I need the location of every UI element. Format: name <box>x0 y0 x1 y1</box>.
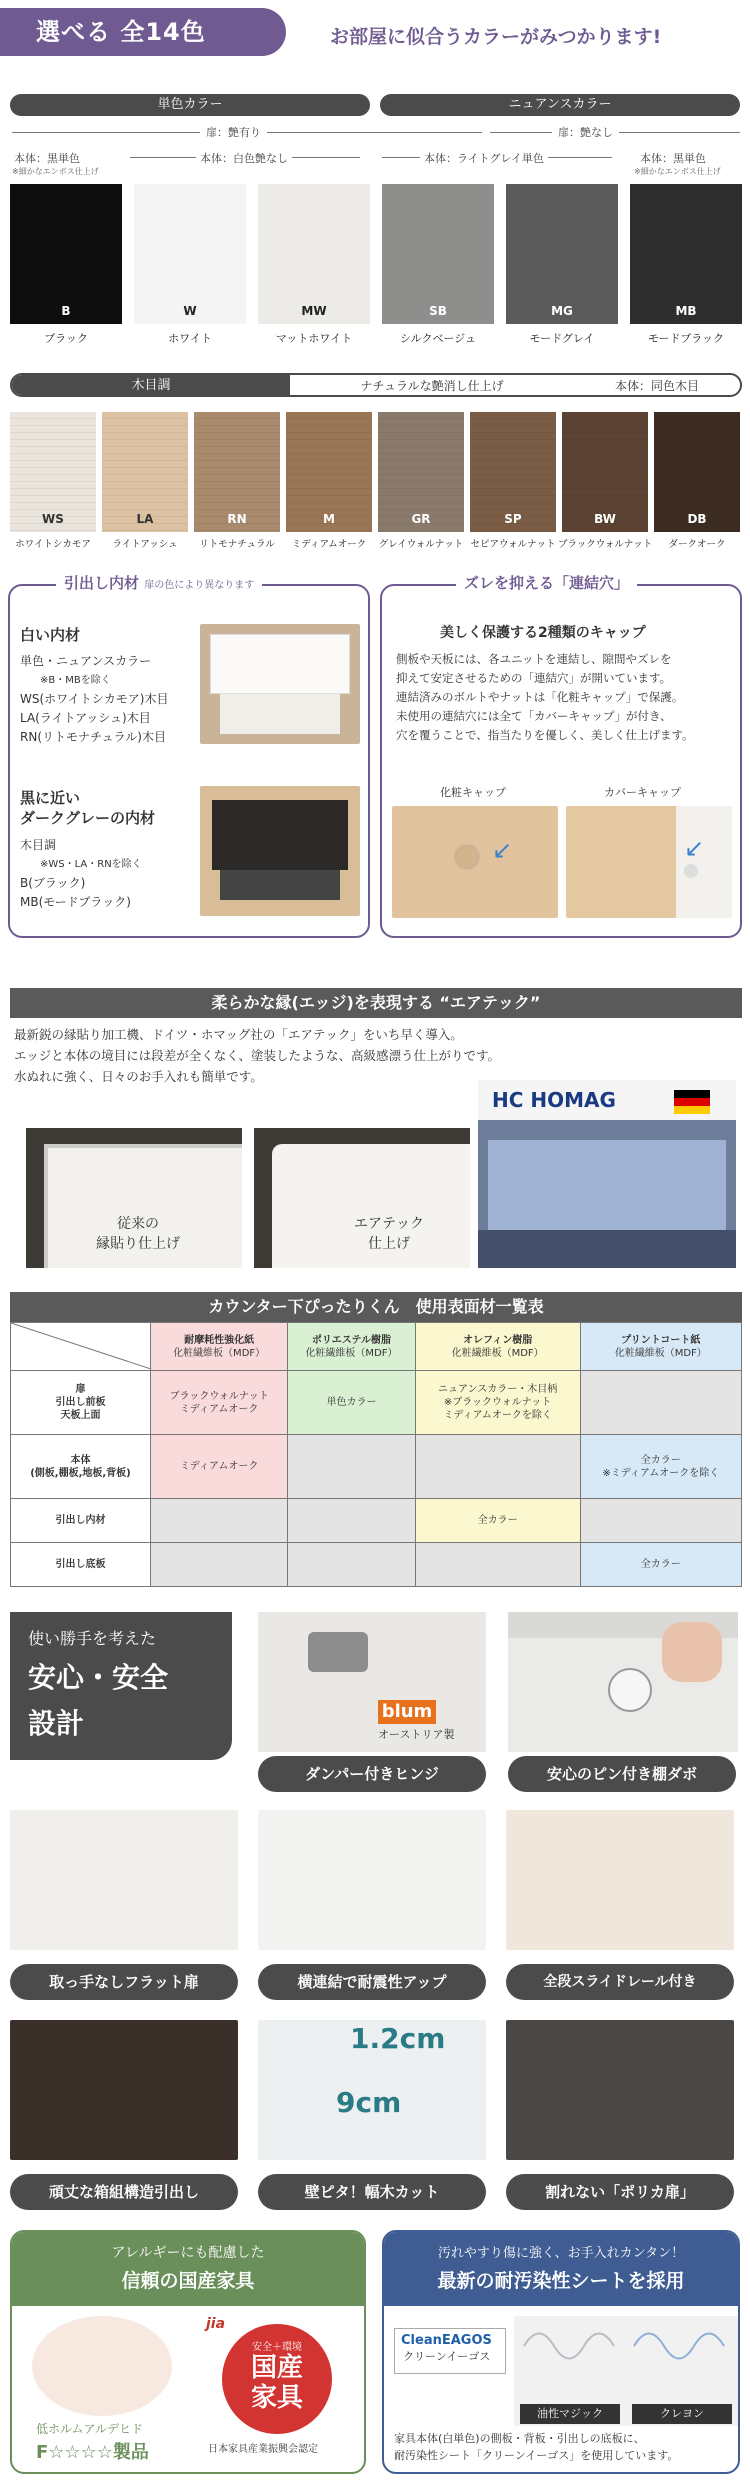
edge-traditional-photo <box>26 1128 242 1268</box>
shelf-pin-icon <box>608 1668 652 1712</box>
wood-name: ダークオーク <box>668 539 726 550</box>
finger-icon <box>662 1622 722 1682</box>
swatch-name: モードブラック <box>647 332 724 345</box>
swatch-code: SB <box>429 304 447 318</box>
wood-code: DB <box>687 512 707 526</box>
arrow-icon: ↙ <box>492 836 513 864</box>
col-header-wear: 耐摩耗性強化紙 化粧繊維板（MDF） <box>151 1323 288 1371</box>
table-cell: ミディアムオーク <box>151 1435 288 1499</box>
hinge-icon <box>308 1632 368 1672</box>
stain-test-photo <box>514 2316 738 2426</box>
edge-airtec-label: エアテック 仕上げ <box>354 1216 424 1252</box>
swatch-mw <box>258 184 370 324</box>
col-header-olefin: オレフィン樹脂 化粧繊維板（MDF） <box>415 1323 580 1371</box>
feature-photo-5 <box>10 2020 238 2160</box>
row-header: 引出し底板 <box>11 1543 151 1587</box>
wood-bar <box>10 373 742 397</box>
feature-label-7: 割れない「ポリカ扉」 <box>506 2174 734 2210</box>
cosmetic-cap-icon <box>456 846 478 868</box>
table-cell <box>580 1499 741 1543</box>
table-cell: 単色カラー <box>288 1371 416 1435</box>
clean-note: 家具本体(白単色)の側板・背板・引出しの底板に、 耐汚染性シート「クリーンイーゴス」を使用しています。 <box>394 2432 679 2462</box>
domestic-line2: 信頼の国産家具 <box>121 2270 255 2292</box>
swatch-name: マットホワイト <box>275 332 353 345</box>
clean-line1: 汚れやすり傷に強く、お手入れカンタン！ <box>437 2246 685 2261</box>
body-black-label: 本体：黒単色 <box>14 152 80 165</box>
header-subtitle: お部屋に似合うカラーがみつかります! <box>330 26 662 48</box>
swatch-code: MB <box>675 304 697 318</box>
row-header: 引出し内材 <box>11 1499 151 1543</box>
wood-finish-label: ナチュラルな艶消し仕上げ <box>360 379 504 393</box>
dark-inner-title: 黒に近い ダークグレーの内材 <box>20 789 156 827</box>
wood-code: M <box>323 512 335 526</box>
feature-label-6: 壁ピタ！幅木カット <box>258 2174 486 2210</box>
cover-cap-icon <box>684 864 698 878</box>
table-title: カウンター下ぴったりくん 使用表面材一覧表 <box>10 1292 742 1322</box>
wood-name: ホワイトシカモア <box>15 539 91 550</box>
table-cell: ニュアンスカラー・木目柄 ※ブラックウォルナット ミディアムオークを除く <box>415 1371 580 1435</box>
swatch-name: ホワイト <box>168 332 212 345</box>
body-gray-label: 本体：ライトグレイ単色 <box>420 150 548 166</box>
col-header-polyester: ポリエステル樹脂 化粧繊維板（MDF） <box>288 1323 416 1371</box>
swatch-name: シルクベージュ <box>399 332 477 345</box>
scribble-icon <box>514 2316 738 2406</box>
pin-photo <box>508 1612 738 1752</box>
body-black-note: ※細かなエンボス仕上げ <box>12 167 99 176</box>
feature-photo-2 <box>10 1810 238 1950</box>
swatch-w <box>134 184 246 324</box>
swatch-code: W <box>183 304 197 318</box>
formaldehyde-label: 低ホルムアルデヒド <box>36 2422 144 2436</box>
dim1-label: 1.2cm <box>350 2022 446 2055</box>
feature-photo-4 <box>506 1810 734 1950</box>
swatch-sb <box>382 184 494 324</box>
marker2-label: クレヨン <box>632 2404 732 2424</box>
wood-name: ミディアムオーク <box>291 539 367 550</box>
table-cell: 全カラー <box>580 1543 741 1587</box>
door-gloss-label: 扉：艶有り <box>200 124 267 140</box>
arrow-icon-2: ↙ <box>684 834 705 862</box>
table-cell <box>151 1543 288 1587</box>
group-nuance: ニュアンスカラー <box>380 94 740 116</box>
table-corner <box>11 1323 151 1371</box>
airtec-body: 最新鋭の縁貼り加工機、ドイツ・ホマッグ社の「エアテック」をいち早く導入。 エッジと本体の境目には段差が全くなく、塗装したような、高級感漂う仕上がりです。 水ぬれに強く、日々のお手入れも簡単です。 <box>14 1027 501 1084</box>
joint-body: 側板や天板には、各ユニットを連結し、隙間やズレを 抑えて安定させるための「連結穴」が開いています。 連結済みのボルトやナットは「化粧キャップ」で保護。 未使用の連結穴には全て「カバーキャップ」が付き、 穴を覆うことで、指当たりを優しく、美しく仕上げます。 <box>396 652 694 742</box>
dark-drawer-photo <box>200 786 360 916</box>
feature-label-1: 安心のピン付き棚ダボ <box>508 1756 736 1792</box>
feature-label-0: ダンパー付きヒンジ <box>258 1756 486 1792</box>
seal-footer: 日本家具産業振興会認定 <box>208 2444 318 2455</box>
table-cell: 全カラー <box>415 1499 580 1543</box>
table-cell <box>288 1499 416 1543</box>
white-inner-lines: 単色・ニュアンスカラー ※B・MBを除く WS(ホワイトシカモア)木目 LA(ライトアッシュ)木目 RN(リトモナチュラル)木目 <box>20 654 169 744</box>
wood-code: LA <box>136 512 154 526</box>
feature-label-3: 横連結で耐震性アップ <box>258 1964 486 2000</box>
table-cell <box>580 1371 741 1435</box>
door-matte-label: 扉：艶なし <box>552 124 619 140</box>
clean-panel <box>382 2230 740 2474</box>
jia-logo: jia <box>206 2316 226 2332</box>
swatch-code: MW <box>301 304 327 318</box>
homag-machine-photo <box>478 1080 736 1268</box>
inner-title: 引出し内材 扉の色により異なります <box>56 572 262 593</box>
cap1-photo <box>392 806 558 918</box>
cap2-label: カバーキャップ <box>604 786 681 799</box>
body-black2-label: 本体：黒単色 <box>640 152 706 165</box>
feature-label-5: 頑丈な箱組構造引出し <box>10 2174 238 2210</box>
table-row <box>11 1543 742 1587</box>
feature-label-4: 全段スライドレール付き <box>506 1964 734 2000</box>
row-header: 扉 引出し前板 天板上面 <box>11 1371 151 1435</box>
swatch-code: MG <box>551 304 573 318</box>
wood-group-label: 木目調 <box>12 375 290 397</box>
table-row <box>11 1499 742 1543</box>
table-cell <box>288 1543 416 1587</box>
cap2-photo <box>566 806 732 918</box>
wood-name: リトモナチュラル <box>199 539 275 550</box>
clean-eagos-logo: CleanEAGOS クリーンイーゴス <box>394 2328 506 2374</box>
domestic-panel <box>10 2230 366 2474</box>
body-white-label: 本体：白色艶なし <box>196 150 292 166</box>
swatch-mg <box>506 184 618 324</box>
white-inner-title: 白い内材 <box>20 626 81 644</box>
swatch-name: ブラック <box>44 332 88 345</box>
feature-label-2: 取っ手なしフラット扉 <box>10 1964 238 2000</box>
marker1-label: 油性マジック <box>520 2404 620 2424</box>
table-cell: ブラックウォルナット ミディアムオーク <box>151 1371 288 1435</box>
material-table <box>10 1322 742 1587</box>
white-drawer-photo <box>200 624 360 744</box>
inner-note: 扉の色により異なります <box>144 580 255 591</box>
features-heading: 使い勝手を考えた 安心・安全 設計 <box>10 1612 232 1760</box>
hinge-photo <box>258 1612 486 1752</box>
row-header: 本体 (側板,棚板,地板,背板) <box>11 1435 151 1499</box>
table-cell <box>415 1435 580 1499</box>
airtec-title: 柔らかな縁(エッジ)を表現する “エアテック” <box>10 988 742 1018</box>
wood-name: ブラックウォルナット <box>558 539 653 550</box>
group-solid: 単色カラー <box>10 94 370 116</box>
homag-logo: HC HOMAG <box>492 1088 616 1112</box>
feature-photo-3 <box>258 1810 486 1950</box>
domestic-line1: アレルギーにも配慮した <box>111 2245 265 2261</box>
body-black2-note: ※細かなエンボス仕上げ <box>634 167 721 176</box>
domestic-seal: 安全＋環境 国産 家具 <box>222 2324 332 2434</box>
wood-code: RN <box>227 512 247 526</box>
feature-photo-7 <box>506 2020 734 2160</box>
dark-inner-lines: 木目調 ※WS・LA・RNを除く B(ブラック) MB(モードブラック) <box>20 838 142 909</box>
joint-lead: 美しく保護する2種類のキャップ <box>440 625 646 641</box>
edge-airtec-photo <box>254 1128 470 1268</box>
wood-code: BW <box>594 512 616 526</box>
dim2-label: 9cm <box>336 2086 402 2119</box>
table-cell <box>288 1435 416 1499</box>
wood-name: セピアウォルナット <box>470 539 556 550</box>
wood-code: SP <box>504 512 522 526</box>
table-cell: 全カラー ※ミディアムオークを除く <box>580 1435 741 1499</box>
table-row <box>11 1371 742 1435</box>
joint-title: ズレを抑える「連結穴」 <box>456 572 637 593</box>
col-header-printcoat: プリントコート紙 化粧繊維板（MDF） <box>580 1323 741 1371</box>
wood-name: グレイウォルナット <box>378 539 464 550</box>
edge-traditional-label: 従来の 縁貼り仕上げ <box>96 1216 180 1252</box>
germany-flag-icon <box>674 1090 710 1114</box>
swatch-b <box>10 184 122 324</box>
wood-code: GR <box>411 512 431 526</box>
table-cell <box>415 1543 580 1587</box>
formaldehyde-stars: F☆☆☆☆製品 <box>36 2442 149 2463</box>
header-badge: 選べる 全14色 <box>0 8 286 56</box>
wood-body-label: 本体：同色木目 <box>614 379 699 393</box>
clean-line2: 最新の耐汚染性シートを採用 <box>437 2270 685 2292</box>
wood-code: WS <box>42 512 64 526</box>
blum-note: オーストリア製 <box>378 1728 455 1741</box>
cap1-label: 化粧キャップ <box>440 786 506 799</box>
swatch-mb <box>630 184 742 324</box>
wood-name: ライトアッシュ <box>112 539 178 550</box>
baby-photo <box>32 2316 172 2416</box>
swatch-name: モードグレイ <box>529 332 595 345</box>
table-cell <box>151 1499 288 1543</box>
blum-logo: blum <box>378 1700 436 1724</box>
swatch-code: B <box>61 304 71 318</box>
table-row <box>11 1435 742 1499</box>
